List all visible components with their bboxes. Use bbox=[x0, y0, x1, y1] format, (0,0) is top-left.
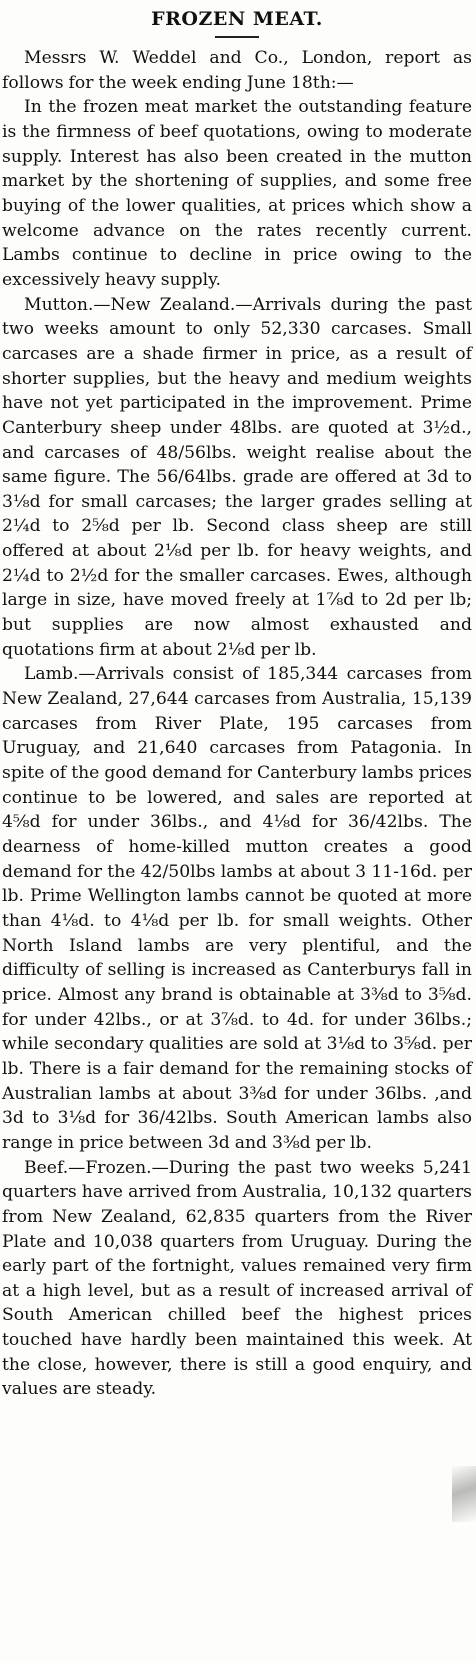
article-paragraph-lamb: Lamb.—Arrivals consist of 185,344 carcases from New Zealand, 27,644 carcases from Australia, 15,139 carcases from River Plate, 195 carcases from Uruguay, and 21,640 carcases from Patagonia. In spite of the good demand for Canterbury lambs prices continue to be lowered, and sales are reported at 4⅝d for under 36lbs., and 4⅛d for 36/42lbs. The dearness of home-killed mutton creates a good demand for the 42/50lbs lambs at about 3 11-16d. per lb. Prime Wellington lambs cannot be quoted at more than 4⅛d. to 4⅛d per lb. for small weights. Other North Island lambs are very plentiful, and the difficulty of selling is increased as Canterburys fall in price. Almost any brand is obtainable at 3⅜d to 3⅝d. for under 42lbs., or at 3⅞d. to 4d. for under 36lbs.; while secondary qualities are sold at 3⅛d to 3⅝d. per lb. There is a fair demand for the remaining stocks of Australian lambs at about 3⅜d for under 36lbs. ,and 3d to 3⅛d for 36/42lbs. South American lambs also range in price between 3d and 3⅜d per lb. bbox=[2, 664, 472, 1153]
paper-fold-mark bbox=[452, 1466, 476, 1522]
article-column bbox=[2, 0, 472, 1402]
article-paragraph-overview: In the frozen meat market the outstanding feature is the firmness of beef quotations, owing to moderate supply. Interest has also been created in the mutton market by the shortening of supplies, and some free buying of the lower qualities, at prices which show a welcome advance on the rates recently current. Lambs continue to decline in price owing to the excessively heavy supply. bbox=[2, 97, 472, 290]
article-paragraph-mutton: Mutton.—New Zealand.—Arrivals during the past two weeks amount to only 52,330 carcases. Small carcases are a shade firmer in price, as a result of shorter supplies, but the heavy and medium weights have not yet participated in the improvement. Prime Canterbury sheep under 48lbs. are quoted at 3½d., and carcases of 48/56lbs. weight realise about the same figure. The 56/64lbs. grade are offered at 3d to 3⅛d for small carcases; the larger grades selling at 2¼d to 2⅝d per lb. Second class sheep are still offered at about 2⅛d per lb. for heavy weights, and 2¼d to 2½d for the smaller carcases. Ewes, although large in size, have moved freely at 1⅞d to 2d per lb; but supplies are now almost exhausted and quotations firm at about 2⅛d per lb. bbox=[2, 294, 472, 660]
article-paragraph-beef: Beef.—Frozen.—During the past two weeks 5,241 quarters have arrived from Australia, 10,132 quarters from New Zealand, 62,835 quarters from the River Plate and 10,038 quarters from Uruguay. During the early part of the fortnight, values remained very firm at a high level, but as a result of increased arrival of South American chilled beef the highest prices touched have hardly been maintained this week. At the close, however, there is still a good enquiry, and values are steady. bbox=[2, 1157, 472, 1400]
headline-rule bbox=[215, 36, 259, 38]
article-headline: FROZEN MEAT. bbox=[151, 8, 323, 30]
article-paragraph-intro: Messrs W. Weddel and Co., London, report as follows for the week ending June 18th:— bbox=[2, 48, 472, 93]
